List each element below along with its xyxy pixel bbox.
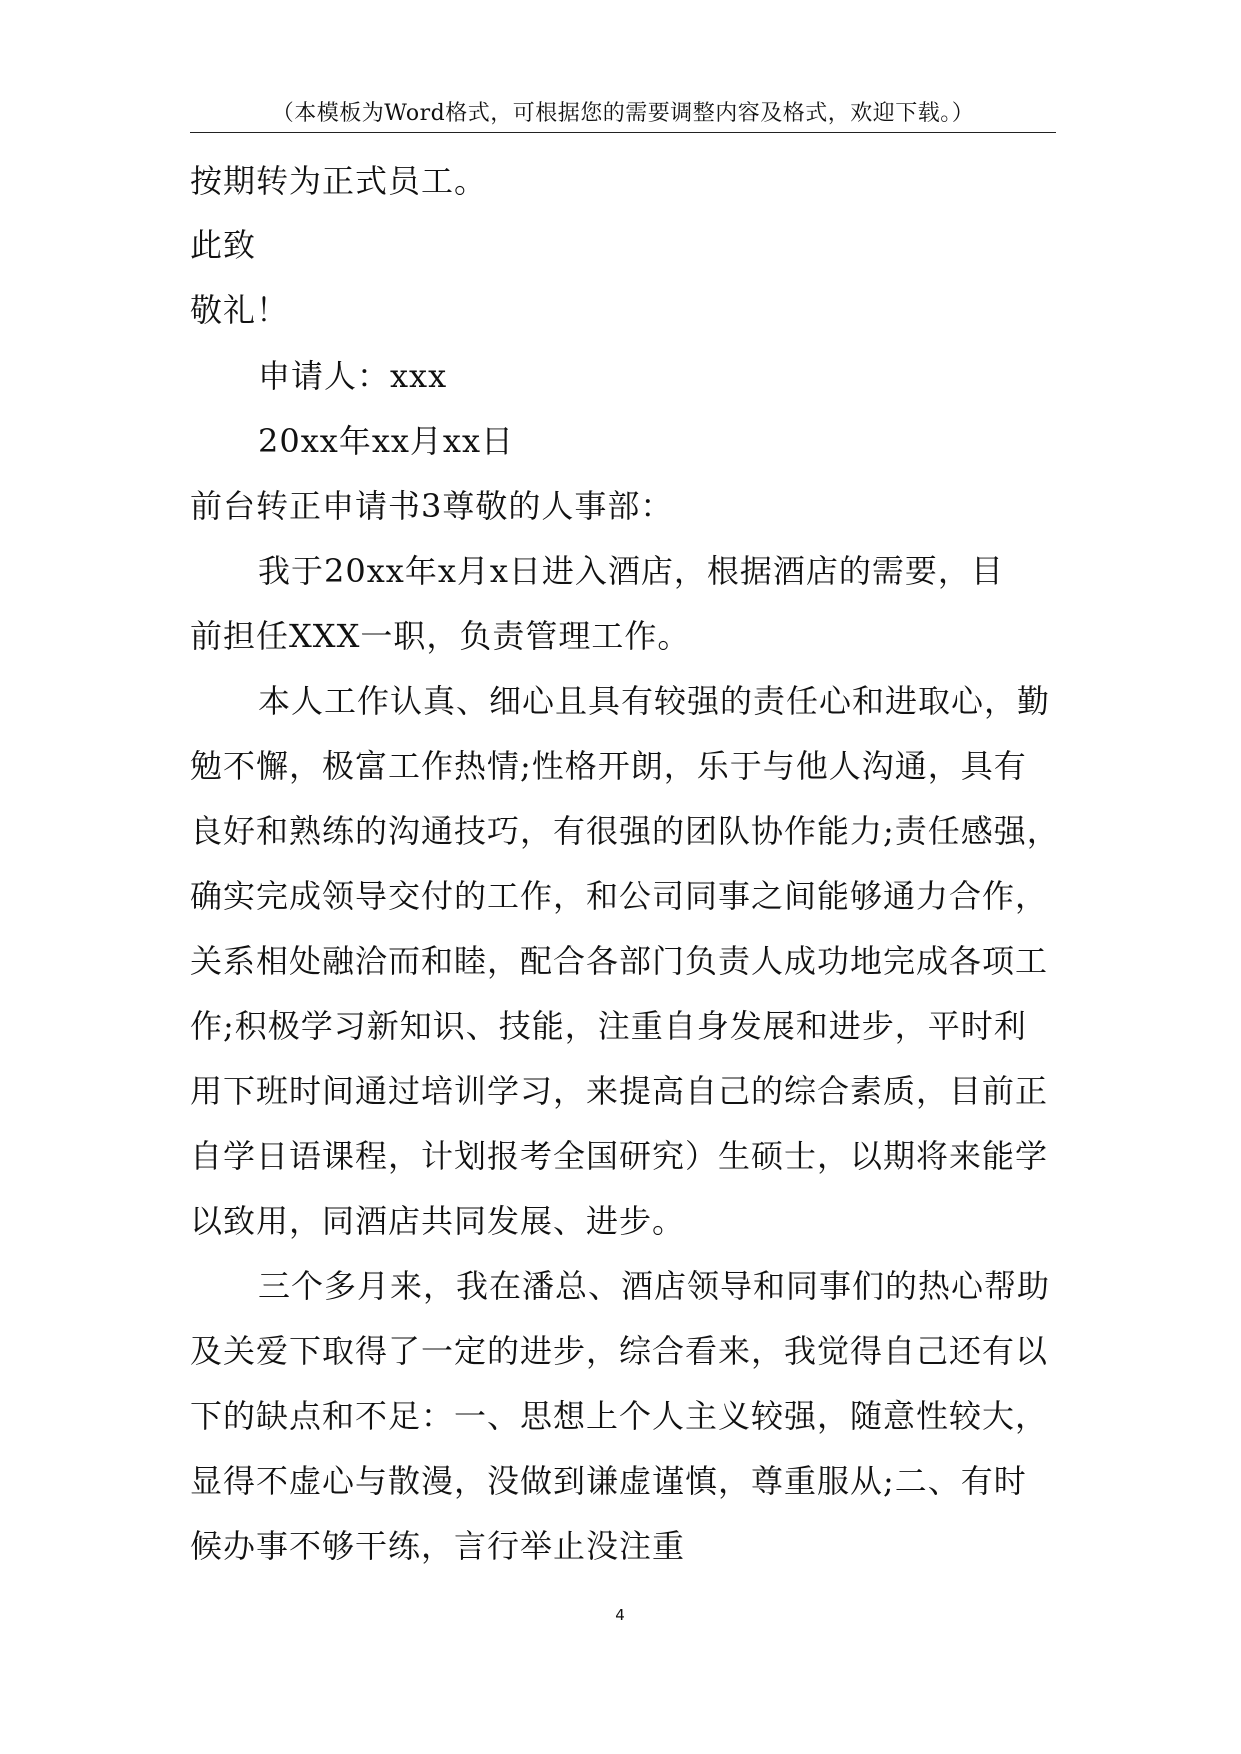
body-line: 确实完成领导交付的工作，和公司同事之间能够通力合作， — [190, 877, 1049, 915]
body-line: 及关爱下取得了一定的进步，综合看来，我觉得自己还有以 — [190, 1332, 1049, 1370]
body-line: 前担任XXX一职，负责管理工作。 — [190, 617, 691, 655]
body-line: 候办事不够干练，言行举止没注重 — [190, 1527, 686, 1565]
body-line: 作;积极学习新知识、技能，注重自身发展和进步，平时利 — [190, 1007, 1027, 1045]
section-heading: 前台转正申请书3尊敬的人事部： — [190, 487, 674, 525]
signature-date: 20xx年xx月xx日 — [258, 422, 515, 460]
body-line: 勉不懈，极富工作热情;性格开朗，乐于与他人沟通，具有 — [190, 747, 1027, 785]
body-line: 此致 — [190, 226, 257, 264]
body-line: 三个多月来，我在潘总、酒店领导和同事们的热心帮助 — [258, 1267, 1051, 1305]
body-line: 以致用，同酒店共同发展、进步。 — [190, 1202, 686, 1240]
body-line: 良好和熟练的沟通技巧，有很强的团队协作能力;责任感强， — [190, 812, 1060, 850]
body-line: 下的缺点和不足：一、思想上个人主义较强，随意性较大， — [190, 1397, 1049, 1435]
body-line: 显得不虚心与散漫，没做到谦虚谨慎，尊重服从;二、有时 — [190, 1462, 1027, 1500]
signature-applicant: 申请人：xxx — [258, 357, 448, 395]
body-line: 我于20xx年x月x日进入酒店，根据酒店的需要，目 — [258, 552, 1004, 590]
body-line: 敬礼！ — [190, 291, 290, 329]
body-line: 按期转为正式员工。 — [190, 162, 488, 200]
body-line: 关系相处融洽而和睦，配合各部门负责人成功地完成各项工 — [190, 942, 1049, 980]
body-line: 本人工作认真、细心且具有较强的责任心和进取心，勤 — [258, 682, 1051, 720]
body-line: 自学日语课程，计划报考全国研究）生硕士，以期将来能学 — [190, 1137, 1049, 1175]
body-line: 用下班时间通过培训学习，来提高自己的综合素质，目前正 — [190, 1072, 1049, 1110]
page-header: （本模板为Word格式，可根据您的需要调整内容及格式，欢迎下载。） — [190, 96, 1056, 133]
page-number: 4 — [615, 1606, 625, 1624]
